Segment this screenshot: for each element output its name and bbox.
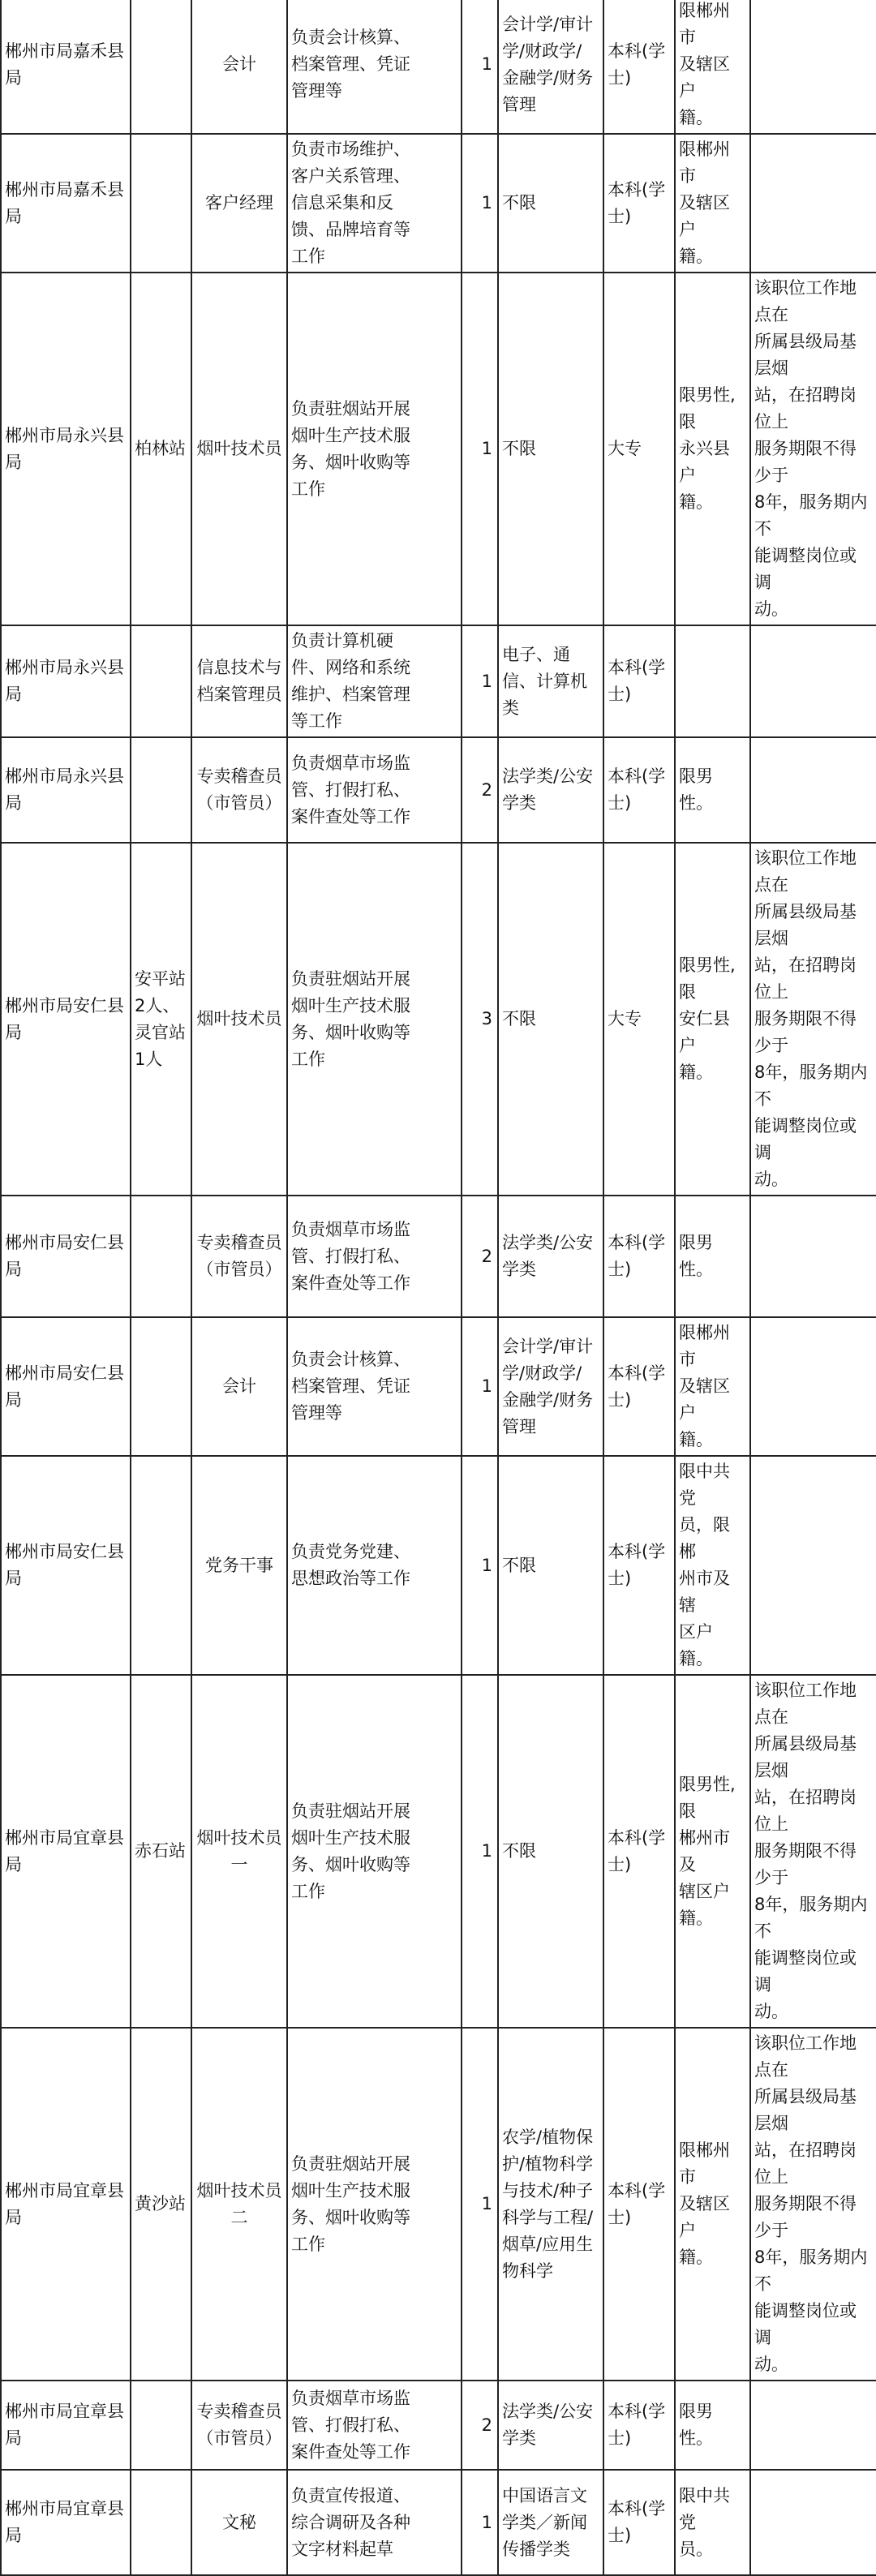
cell-unit xyxy=(1,2028,131,2381)
cell-requirement xyxy=(675,1196,750,1317)
cell-unit-text: 郴州市局宜章县 局 xyxy=(5,2499,124,2545)
cell-major xyxy=(498,737,603,843)
cell-duties xyxy=(287,273,462,625)
cell-note xyxy=(750,273,876,625)
cell-position xyxy=(191,737,287,843)
cell-count xyxy=(462,2028,498,2381)
table-row xyxy=(1,1456,876,1675)
cell-count-text: 1 xyxy=(481,2512,492,2532)
cell-education xyxy=(603,1317,675,1456)
cell-requirement xyxy=(675,2470,750,2575)
cell-major-text: 农学/植物保 护/植物科学 与技术/种子 科学与工程/ 烟草/应用生 物科学 xyxy=(502,2127,594,2281)
cell-requirement-text: 限中共党 员。 xyxy=(679,2485,730,2559)
cell-station xyxy=(131,1456,191,1675)
cell-unit-text: 郴州市局嘉禾县 局 xyxy=(5,179,124,226)
cell-major xyxy=(498,1456,603,1675)
cell-note xyxy=(750,843,876,1196)
cell-duties-text: 负责党务党建、 思想政治等工作 xyxy=(291,1542,410,1588)
cell-major-text: 法学类/公安 学类 xyxy=(502,766,594,813)
cell-requirement-text: 限郴州市 及辖区户 籍。 xyxy=(679,1,730,127)
cell-count xyxy=(462,273,498,625)
cell-note xyxy=(750,1196,876,1317)
cell-major-text: 电子、通 信、计算机 类 xyxy=(502,644,587,718)
cell-position xyxy=(191,1456,287,1675)
table-row xyxy=(1,737,876,843)
cell-requirement xyxy=(675,625,750,737)
cell-unit-text: 郴州市局永兴县 局 xyxy=(5,425,124,472)
cell-requirement xyxy=(675,0,750,134)
cell-position-text: 烟叶技术员 xyxy=(196,1009,282,1028)
cell-position-text: 专卖稽查员 （市管员） xyxy=(196,2402,282,2448)
cell-education xyxy=(603,625,675,737)
cell-count xyxy=(462,1456,498,1675)
cell-station xyxy=(131,134,191,273)
cell-education-text: 本科(学 士) xyxy=(608,1827,666,1874)
cell-note xyxy=(750,1456,876,1675)
table-row xyxy=(1,2470,876,2575)
cell-station xyxy=(131,2470,191,2575)
cell-education xyxy=(603,2381,675,2470)
cell-education-text: 本科(学 士) xyxy=(608,41,666,88)
cell-note xyxy=(750,737,876,843)
cell-position-text: 会计 xyxy=(222,54,256,74)
cell-duties xyxy=(287,1456,462,1675)
cell-station-text: 黄沙站 xyxy=(135,2194,186,2213)
cell-duties xyxy=(287,1675,462,2028)
cell-duties xyxy=(287,737,462,843)
cell-education-text: 本科(学 士) xyxy=(608,766,666,813)
cell-major-text: 不限 xyxy=(502,439,536,458)
cell-duties xyxy=(287,625,462,737)
cell-education-text: 本科(学 士) xyxy=(608,2402,666,2448)
cell-education-text: 大专 xyxy=(608,439,642,458)
cell-major-text: 会计学/审计 学/财政学/ 金融学/财务 管理 xyxy=(502,1336,594,1436)
cell-unit xyxy=(1,1196,131,1317)
cell-duties-text: 负责市场维护、 客户关系管理、 信息采集和反 馈、品牌培育等 工作 xyxy=(291,140,410,266)
cell-note xyxy=(750,2381,876,2470)
cell-count xyxy=(462,1675,498,2028)
cell-count xyxy=(462,134,498,273)
cell-major-text: 中国语言文 学类／新闻 传播学类 xyxy=(502,2485,587,2559)
cell-duties-text: 负责宣传报道、 综合调研及各种 文字材料起草 xyxy=(291,2485,410,2559)
cell-unit-text: 郴州市局嘉禾县 局 xyxy=(5,41,124,88)
cell-count-text: 1 xyxy=(481,439,492,458)
cell-duties xyxy=(287,134,462,273)
cell-major xyxy=(498,1675,603,2028)
cell-count-text: 1 xyxy=(481,54,492,74)
cell-requirement xyxy=(675,134,750,273)
cell-requirement xyxy=(675,273,750,625)
cell-requirement xyxy=(675,1456,750,1675)
cell-education-text: 本科(学 士) xyxy=(608,1233,666,1279)
cell-unit xyxy=(1,273,131,625)
cell-count-text: 1 xyxy=(481,1555,492,1575)
cell-education xyxy=(603,1675,675,2028)
cell-position-text: 烟叶技术员 xyxy=(196,439,282,458)
cell-unit xyxy=(1,1456,131,1675)
cell-major xyxy=(498,0,603,134)
cell-position xyxy=(191,1317,287,1456)
table-row xyxy=(1,2028,876,2381)
cell-requirement xyxy=(675,2028,750,2381)
cell-requirement xyxy=(675,2381,750,2470)
table-row xyxy=(1,134,876,273)
cell-requirement-text: 限郴州市 及辖区户 籍。 xyxy=(679,140,730,266)
cell-station xyxy=(131,843,191,1196)
cell-duties-text: 负责驻烟站开展 烟叶生产技术服 务、烟叶收购等 工作 xyxy=(291,2153,410,2254)
cell-unit-text: 郴州市局安仁县 局 xyxy=(5,1233,124,1279)
cell-station xyxy=(131,2028,191,2381)
cell-unit-text: 郴州市局宜章县 局 xyxy=(5,2180,124,2227)
cell-note-text: 该职位工作地点在 所属县级局基层烟 站，在招聘岗位上 服务期限不得少于 8年，服务期内不 能调整岗位或调 动。 xyxy=(754,1681,868,2021)
cell-education-text: 本科(学 士) xyxy=(608,1542,666,1588)
cell-count-text: 2 xyxy=(481,1246,492,1266)
cell-education xyxy=(603,2028,675,2381)
cell-major xyxy=(498,2470,603,2575)
cell-position xyxy=(191,2028,287,2381)
cell-count xyxy=(462,625,498,737)
cell-station xyxy=(131,273,191,625)
cell-requirement xyxy=(675,1317,750,1456)
cell-duties xyxy=(287,2381,462,2470)
table-row xyxy=(1,2381,876,2470)
cell-major-text: 不限 xyxy=(502,1841,536,1861)
cell-position-text: 烟叶技术员 二 xyxy=(196,2180,282,2227)
cell-duties xyxy=(287,2028,462,2381)
cell-unit-text: 郴州市局永兴县 局 xyxy=(5,658,124,704)
cell-count-text: 1 xyxy=(481,1841,492,1861)
cell-unit-text: 郴州市局安仁县 局 xyxy=(5,995,124,1042)
cell-duties-text: 负责驻烟站开展 烟叶生产技术服 务、烟叶收购等 工作 xyxy=(291,968,410,1069)
cell-education xyxy=(603,2470,675,2575)
cell-duties xyxy=(287,1317,462,1456)
cell-station xyxy=(131,2381,191,2470)
cell-unit xyxy=(1,2381,131,2470)
cell-requirement-text: 限男性,限 永兴县户 籍。 xyxy=(679,385,736,512)
cell-count xyxy=(462,2470,498,2575)
cell-count xyxy=(462,0,498,134)
cell-station xyxy=(131,625,191,737)
cell-education xyxy=(603,273,675,625)
table-row xyxy=(1,1675,876,2028)
cell-count-text: 1 xyxy=(481,2194,492,2213)
cell-unit xyxy=(1,0,131,134)
cell-unit xyxy=(1,625,131,737)
cell-education-text: 本科(学 士) xyxy=(608,1363,666,1410)
cell-education xyxy=(603,1456,675,1675)
cell-position xyxy=(191,625,287,737)
cell-duties-text: 负责计算机硬 件、网络和系统 维护、档案管理 等工作 xyxy=(291,631,410,731)
cell-major xyxy=(498,134,603,273)
cell-note-text: 该职位工作地点在 所属县级局基层烟 站，在招聘岗位上 服务期限不得少于 8年，服务期内不 能调整岗位或调 动。 xyxy=(754,278,868,619)
cell-education-text: 本科(学 士) xyxy=(608,658,666,704)
cell-requirement-text: 限男性。 xyxy=(679,2402,713,2448)
cell-count-text: 3 xyxy=(481,1009,492,1028)
cell-note-text: 该职位工作地点在 所属县级局基层烟 站，在招聘岗位上 服务期限不得少于 8年，服务期内不 能调整岗位或调 动。 xyxy=(754,2033,868,2374)
cell-requirement xyxy=(675,1675,750,2028)
cell-major xyxy=(498,1317,603,1456)
cell-education-text: 本科(学 士) xyxy=(608,2499,666,2545)
cell-major xyxy=(498,273,603,625)
cell-education-text: 大专 xyxy=(608,1009,642,1028)
cell-station xyxy=(131,1196,191,1317)
cell-position-text: 客户经理 xyxy=(205,193,273,213)
cell-major-text: 不限 xyxy=(502,193,536,213)
cell-station-text: 赤石站 xyxy=(135,1841,186,1861)
cell-duties-text: 负责驻烟站开展 烟叶生产技术服 务、烟叶收购等 工作 xyxy=(291,398,410,499)
cell-requirement-text: 限男性,限 郴州市及 辖区户 籍。 xyxy=(679,1774,736,1928)
cell-unit-text: 郴州市局安仁县 局 xyxy=(5,1363,124,1410)
cell-count xyxy=(462,843,498,1196)
cell-duties xyxy=(287,2470,462,2575)
cell-education xyxy=(603,134,675,273)
cell-duties xyxy=(287,843,462,1196)
cell-position xyxy=(191,134,287,273)
cell-major xyxy=(498,843,603,1196)
cell-duties-text: 负责驻烟站开展 烟叶生产技术服 务、烟叶收购等 工作 xyxy=(291,1801,410,1901)
cell-station xyxy=(131,737,191,843)
cell-education-text: 本科(学 士) xyxy=(608,2180,666,2227)
cell-education xyxy=(603,1196,675,1317)
cell-major-text: 不限 xyxy=(502,1009,536,1028)
cell-duties xyxy=(287,0,462,134)
cell-station xyxy=(131,0,191,134)
cell-count xyxy=(462,1317,498,1456)
cell-count xyxy=(462,2381,498,2470)
cell-unit-text: 郴州市局宜章县 局 xyxy=(5,2402,124,2448)
table-row xyxy=(1,1196,876,1317)
cell-requirement-text: 限中共党 员，限郴 州市及辖 区户籍。 xyxy=(679,1462,730,1668)
cell-note xyxy=(750,625,876,737)
cell-major-text: 法学类/公安 学类 xyxy=(502,2402,594,2448)
table-row xyxy=(1,843,876,1196)
cell-station xyxy=(131,1675,191,2028)
cell-count-text: 1 xyxy=(481,1376,492,1396)
cell-unit-text: 郴州市局安仁县 局 xyxy=(5,1542,124,1588)
cell-station-text: 安平站 2人、 灵官站 1人 xyxy=(135,968,186,1069)
cell-unit xyxy=(1,1317,131,1456)
cell-station xyxy=(131,1317,191,1456)
cell-note-text: 该职位工作地点在 所属县级局基层烟 站，在招聘岗位上 服务期限不得少于 8年，服务期内不 能调整岗位或调 动。 xyxy=(754,848,868,1189)
cell-requirement xyxy=(675,843,750,1196)
cell-position xyxy=(191,2470,287,2575)
cell-count-text: 1 xyxy=(481,671,492,691)
cell-note xyxy=(750,0,876,134)
cell-count-text: 2 xyxy=(481,2415,492,2435)
table-row xyxy=(1,0,876,134)
cell-duties-text: 负责会计核算、 档案管理、凭证 管理等 xyxy=(291,28,410,101)
cell-unit-text: 郴州市局永兴县 局 xyxy=(5,766,124,813)
cell-position xyxy=(191,2381,287,2470)
table-row xyxy=(1,273,876,625)
cell-duties-text: 负责烟草市场监 管、打假打私、 案件查处等工作 xyxy=(291,753,410,826)
cell-requirement-text: 限郴州市 及辖区户 籍。 xyxy=(679,2140,730,2267)
cell-duties-text: 负责烟草市场监 管、打假打私、 案件查处等工作 xyxy=(291,2388,410,2462)
cell-requirement xyxy=(675,737,750,843)
cell-requirement-text: 限男性,限 安仁县户 籍。 xyxy=(679,955,736,1082)
table-row xyxy=(1,1317,876,1456)
cell-duties-text: 负责会计核算、 档案管理、凭证 管理等 xyxy=(291,1350,410,1423)
cell-requirement-text: 限男性。 xyxy=(679,1233,713,1279)
cell-position-text: 党务干事 xyxy=(205,1555,273,1575)
cell-major-text: 不限 xyxy=(502,1555,536,1575)
cell-major xyxy=(498,2028,603,2381)
cell-requirement-text: 限男性。 xyxy=(679,766,713,813)
cell-unit xyxy=(1,843,131,1196)
cell-major xyxy=(498,2381,603,2470)
cell-unit xyxy=(1,134,131,273)
cell-position xyxy=(191,1675,287,2028)
cell-position xyxy=(191,273,287,625)
cell-station-text: 柏林站 xyxy=(135,439,186,458)
cell-unit xyxy=(1,737,131,843)
cell-duties xyxy=(287,1196,462,1317)
cell-major-text: 会计学/审计 学/财政学/ 金融学/财务 管理 xyxy=(502,14,594,114)
cell-unit xyxy=(1,2470,131,2575)
cell-position-text: 文秘 xyxy=(222,2512,256,2532)
cell-education xyxy=(603,737,675,843)
cell-major xyxy=(498,1196,603,1317)
cell-position-text: 信息技术与 档案管理员 xyxy=(196,658,282,704)
cell-unit-text: 郴州市局宜章县 局 xyxy=(5,1827,124,1874)
cell-note xyxy=(750,1317,876,1456)
cell-duties-text: 负责烟草市场监 管、打假打私、 案件查处等工作 xyxy=(291,1219,410,1293)
cell-major xyxy=(498,625,603,737)
cell-count-text: 2 xyxy=(481,779,492,800)
cell-note xyxy=(750,2470,876,2575)
cell-note xyxy=(750,2028,876,2381)
cell-education xyxy=(603,0,675,134)
cell-major-text: 法学类/公安 学类 xyxy=(502,1233,594,1279)
cell-position-text: 专卖稽查员 （市管员） xyxy=(196,1233,282,1279)
cell-position-text: 专卖稽查员 （市管员） xyxy=(196,766,282,813)
cell-note xyxy=(750,134,876,273)
cell-position xyxy=(191,843,287,1196)
cell-requirement-text: 限郴州市 及辖区户 籍。 xyxy=(679,1323,730,1449)
cell-count xyxy=(462,1196,498,1317)
cell-unit xyxy=(1,1675,131,2028)
cell-education xyxy=(603,843,675,1196)
cell-education-text: 本科(学 士) xyxy=(608,179,666,226)
cell-count xyxy=(462,737,498,843)
cell-count-text: 1 xyxy=(481,193,492,213)
cell-position-text: 烟叶技术员 一 xyxy=(196,1827,282,1874)
cell-position xyxy=(191,1196,287,1317)
cell-note xyxy=(750,1675,876,2028)
cell-position xyxy=(191,0,287,134)
cell-position-text: 会计 xyxy=(222,1376,256,1396)
table-row xyxy=(1,625,876,737)
